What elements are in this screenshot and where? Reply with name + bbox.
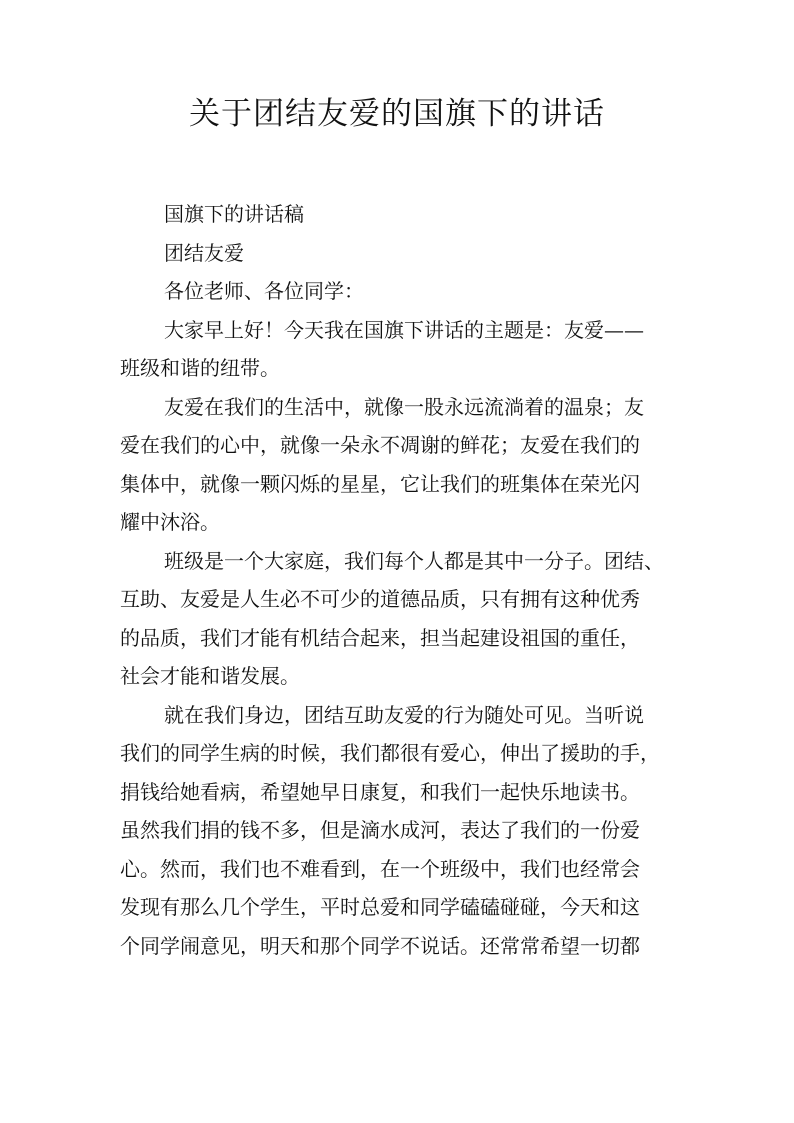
document-body <box>120 195 678 965</box>
body-line: 虽然我们捐的钱不多，但是滴水成河，表达了我们的一份爱 <box>120 818 640 842</box>
body-line: 心。然而，我们也不难看到，在一个班级中，我们也经常会 <box>120 856 640 881</box>
document-title: 关于团结友爱的国旗下的讲话 <box>189 96 605 132</box>
body-line: 社会才能和谐发展。 <box>120 664 300 688</box>
body-line: 班级和谐的纽带。 <box>120 356 280 380</box>
body-line: 国旗下的讲话稿 <box>164 202 304 226</box>
body-line: 团结友爱 <box>164 240 244 265</box>
body-line: 个同学闹意见，明天和那个同学不说话。还常常希望一切都 <box>120 933 640 958</box>
body-line: 我们的同学生病的时候，我们都很有爱心，伸出了援助的手， <box>120 741 660 765</box>
body-line: 大家早上好！今天我在国旗下讲话的主题是：友爱—— <box>164 317 644 342</box>
body-line: 发现有那么几个学生，平时总爱和同学磕磕碰碰，今天和这 <box>120 895 640 919</box>
body-line: 的品质，我们才能有机结合起来，担当起建设祖国的重任， <box>120 625 640 650</box>
body-line: 耀中沐浴。 <box>120 510 220 534</box>
body-line: 捐钱给她看病，希望她早日康复，和我们一起快乐地读书。 <box>120 779 640 804</box>
body-line: 友爱在我们的生活中，就像一股永远流淌着的温泉；友 <box>164 394 644 419</box>
body-line: 班级是一个大家庭，我们每个人都是其中一分子。团结、 <box>164 548 664 573</box>
body-line: 集体中，就像一颗闪烁的星星，它让我们的班集体在荣光闪 <box>120 471 640 496</box>
body-line: 就在我们身边，团结互助友爱的行为随处可见。当听说 <box>164 702 644 727</box>
body-line: 互助、友爱是人生必不可少的道德品质，只有拥有这种优秀 <box>120 587 640 611</box>
body-line: 各位老师、各位同学： <box>164 279 364 303</box>
body-line: 爱在我们的心中，就像一朵永不凋谢的鲜花；友爱在我们的 <box>120 433 640 457</box>
